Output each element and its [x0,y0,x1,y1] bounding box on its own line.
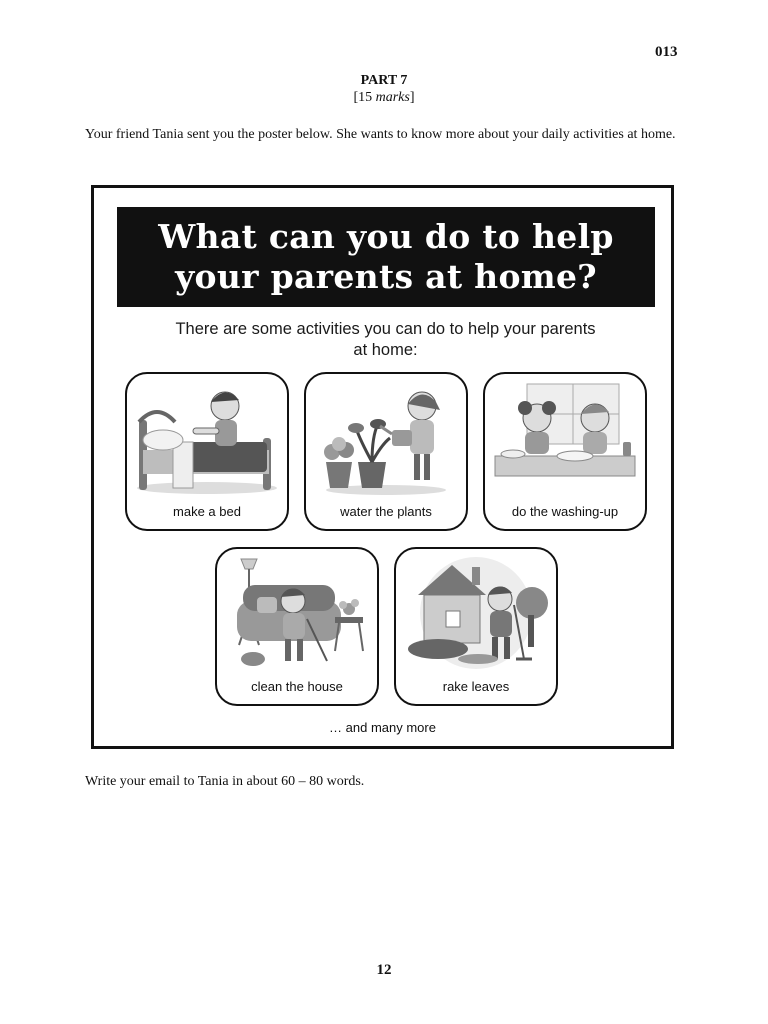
activity-card-water-plants [304,372,468,531]
activity-card-clean-house [215,547,379,706]
vacuum-cleaning-illustration-icon [223,555,371,673]
poster-subtitle: There are some activities you can do to help your parents at home: [175,320,596,359]
watering-plants-illustration-icon [312,380,460,498]
activity-label: clean the house [251,679,343,694]
poster [91,185,674,749]
activity-label: water the plants [340,504,432,519]
bed-illustration-icon [133,380,281,498]
paper-code: 013 [655,44,678,60]
activity-label: rake leaves [442,679,510,694]
activity-card-washing-up [483,372,647,531]
poster-title: What can you do to help your parents at home? [158,217,614,296]
activity-card-rake-leaves [394,547,558,706]
part-title: PART 7 [360,73,408,88]
activity-card-make-bed [125,372,289,531]
raking-leaves-illustration-icon [402,555,550,673]
marks-number: 15 [358,90,373,105]
activity-label: do the washing-up [511,504,619,519]
poster-footer: … and many more [329,720,436,735]
marks-label: [15 marks] [353,90,415,105]
intro-text: Your friend Tania sent you the poster below. She wants to know more about your daily activities at home. [85,127,676,142]
washing-dishes-illustration-icon [491,380,639,498]
poster-banner [117,207,655,307]
marks-word: marks [375,90,410,105]
activity-label: make a bed [173,504,241,519]
task-instruction: Write your email to Tania in about 60 – 80 words. [85,774,365,789]
page-number: 12 [376,962,392,978]
